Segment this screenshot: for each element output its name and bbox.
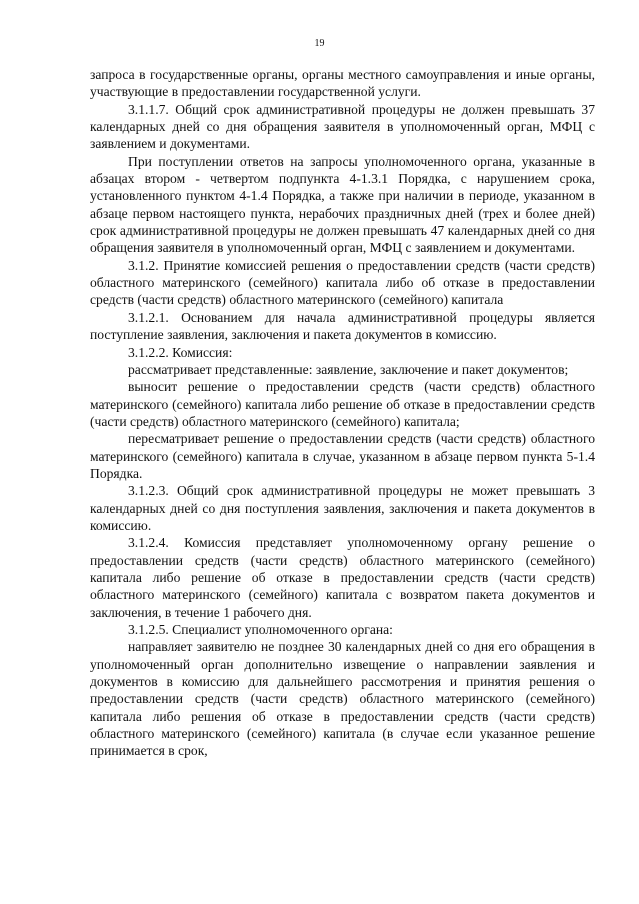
body-text bbox=[90, 66, 595, 760]
paragraph: 3.1.2.3. Общий срок административной процедуры не может превышать 3 календарных дней со дня поступления заявления, заключения и пакета документов в комиссию. bbox=[90, 483, 595, 533]
paragraph: При поступлении ответов на запросы уполномоченного органа, указанные в абзацах втором - четвертом подпункта 4-1.3.1 Порядка, с нарушением срока, установленного пунктом 4-1.4 Порядка, а также при наличии в периоде, указанном в абзаце первом настоящего пункта, нерабочих праздничных дней (трех и более дней) срок административной процедуры не должен превышать 47 календарных дней со дня обращения заявителя в уполномоченный орган, МФЦ с заявлением и документами. bbox=[90, 153, 595, 256]
paragraph: пересматривает решение о предоставлении средств (части средств) областного материнского (семейного) капитала в случае, указанном в абзаце первом пункта 5-1.4 Порядка. bbox=[90, 431, 595, 481]
paragraph: 3.1.2. Принятие комиссией решения о предоставлении средств (части средств) областного материнского (семейного) капитала либо об отказе в предоставлении средств (части средств) областного материнского (семейного) капитала bbox=[90, 257, 595, 308]
paragraph: 3.1.2.2. Комиссия: bbox=[128, 344, 233, 360]
paragraph: запроса в государственные органы, органы местного самоуправления и иные органы, участвующие в предоставлении государственной услуги. bbox=[90, 67, 595, 100]
paragraph: выносит решение о предоставлении средств (части средств) областного материнского (семейного) капитала либо решение об отказе в предоставлении средств (части средств) областного материнского (семейного) капитала; bbox=[90, 379, 595, 429]
paragraph: 3.1.1.7. Общий срок административной процедуры не должен превышать 37 календарных дней со дня обращения заявителя в уполномоченный орган, МФЦ с заявлением и документами. bbox=[90, 101, 595, 152]
paragraph: 3.1.2.4. Комиссия представляет уполномоченному органу решение о предоставлении средств (части средств) областного материнского (семейного) капитала либо решение об отказе в предоставлении средств (части средств) областного материнского (семейного) капитала с возвратом пакета документов и заключения, в течение 1 рабочего дня. bbox=[90, 535, 595, 620]
page-number: 19 bbox=[314, 38, 325, 49]
paragraph: 3.1.2.1. Основанием для начала административной процедуры является поступление заявления, заключения и пакета документов в комиссию. bbox=[90, 309, 595, 343]
paragraph: рассматривает представленные: заявление, заключение и пакет документов; bbox=[128, 361, 569, 377]
paragraph: направляет заявителю не позднее 30 календарных дней со дня его обращения в уполномоченный орган дополнительно извещение о направлении заявления и документов в комиссию для дальнейшего рассмотрения и принятия решения о предоставлении средств (части средств) областного материнского (семейного) капитала либо решения об отказе в предоставлении средств (части средств) областного материнского (семейного) капитала (в случае если указанное решение принимается в срок, bbox=[90, 639, 595, 759]
paragraph: 3.1.2.5. Специалист уполномоченного органа: bbox=[128, 622, 393, 637]
